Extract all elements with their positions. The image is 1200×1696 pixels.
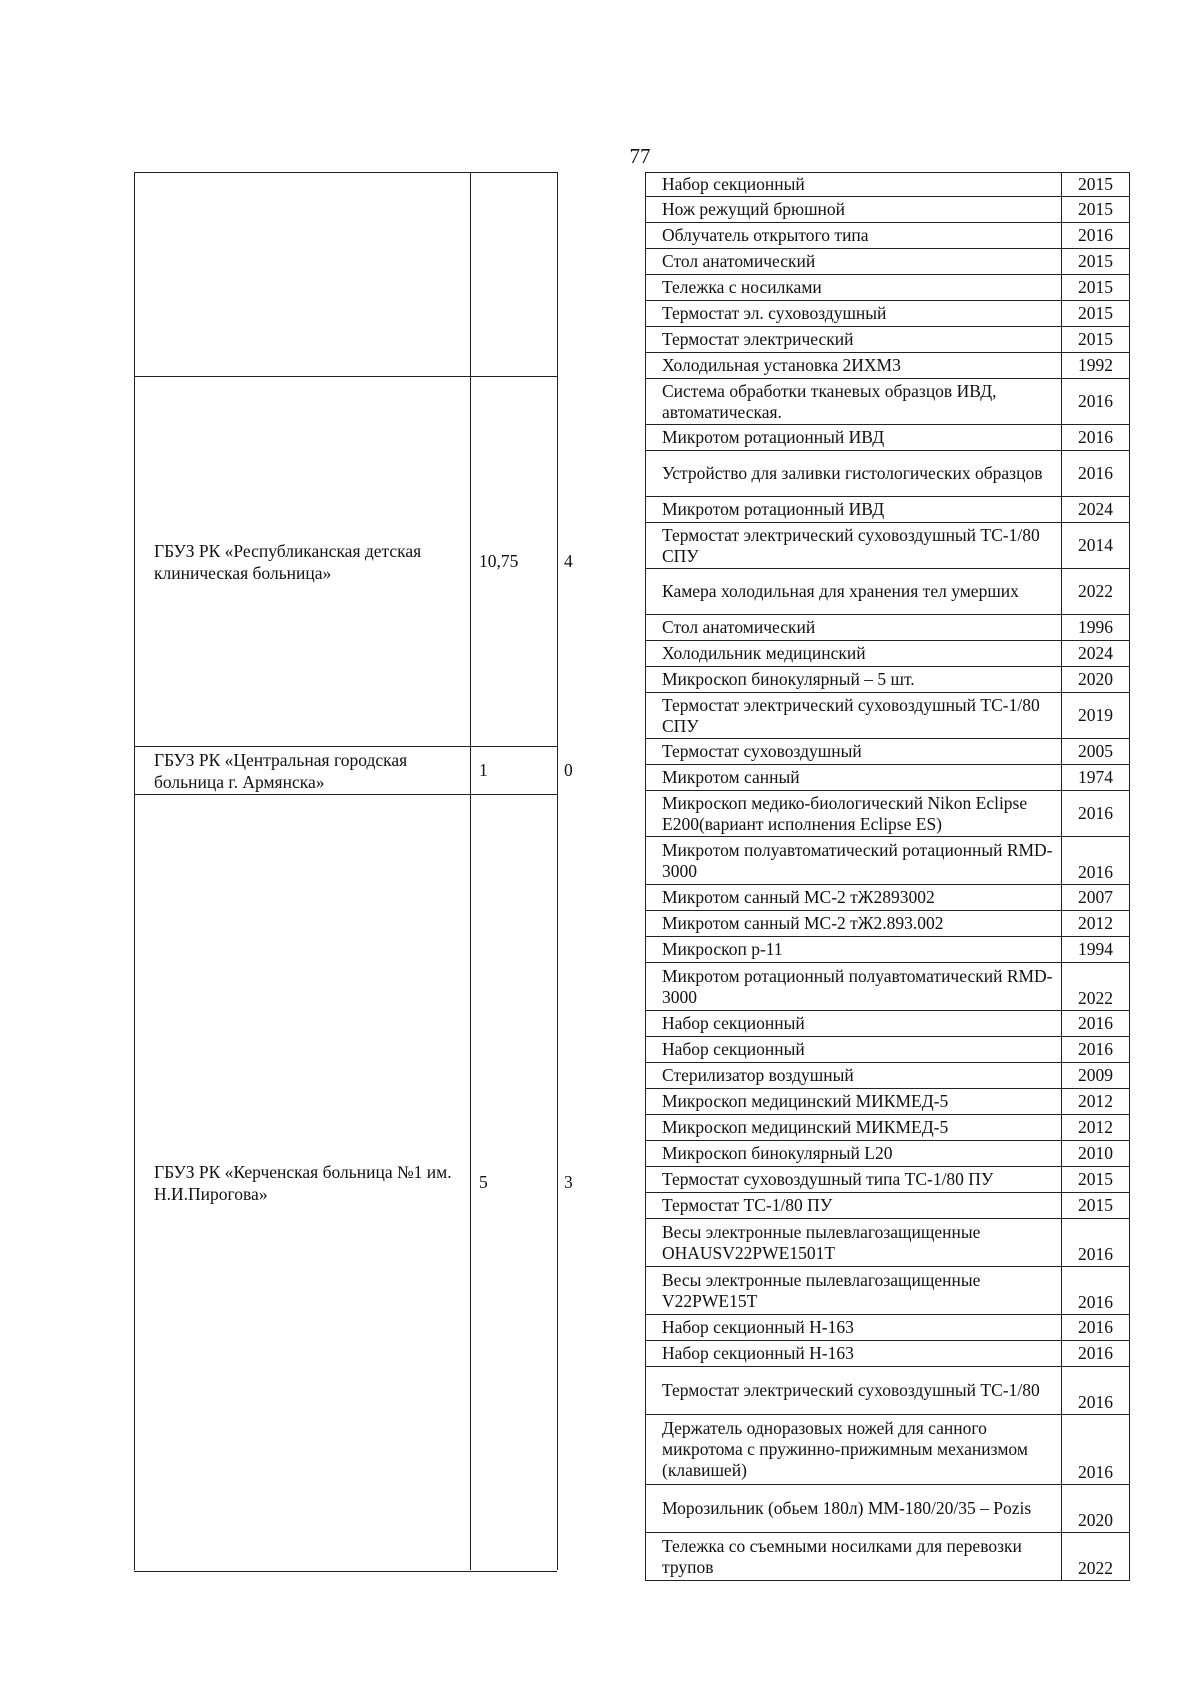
equipment-year: 2020 <box>1062 1485 1130 1533</box>
equipment-name: Весы электронные пылевлагозащищенные V22PWE15T <box>646 1267 1062 1315</box>
equipment-name: Набор секционный <box>646 1011 1062 1037</box>
equipment-year: 2016 <box>1062 1267 1130 1315</box>
equipment-table <box>645 172 1130 1581</box>
equipment-name: Устройство для заливки гистологических образцов <box>646 451 1062 497</box>
table-row <box>646 1011 1130 1037</box>
table-row <box>646 301 1130 327</box>
hospital-block-continued <box>134 172 557 377</box>
equipment-name: Микроскоп бинокулярный L20 <box>646 1141 1062 1167</box>
table-row <box>646 765 1130 791</box>
equipment-year: 2016 <box>1062 1011 1130 1037</box>
equipment-name: Тележка с носилками <box>646 275 1062 301</box>
equipment-year: 2016 <box>1062 223 1130 249</box>
table-row <box>646 1367 1130 1415</box>
table-row <box>646 327 1130 353</box>
equipment-year: 2016 <box>1062 451 1130 497</box>
table-row <box>646 615 1130 641</box>
hospital-block-kerch <box>134 794 573 1572</box>
hospital-block-rdkb <box>134 376 573 747</box>
hospital-count-1: 10,75 <box>479 551 519 571</box>
equipment-name: Микротом ротационный ИВД <box>646 497 1062 523</box>
equipment-year: 2016 <box>1062 379 1130 425</box>
hospital-count-2: 3 <box>564 1172 573 1192</box>
table-row <box>646 1193 1130 1219</box>
table-row <box>646 223 1130 249</box>
hospital-block-armyansk <box>134 746 573 795</box>
hospital-count-2: 0 <box>564 760 573 780</box>
hospital-count-1: 5 <box>479 1172 488 1192</box>
equipment-name: Термостат электрический суховоздушный ТС-1/80 <box>646 1367 1062 1415</box>
table-row <box>646 425 1130 451</box>
equipment-name: Камера холодильная для хранения тел умерших <box>646 569 1062 615</box>
hospital-name: ГБУЗ РК «Республиканская детская клиническая больница» <box>154 541 422 583</box>
equipment-name: Холодильник медицинский <box>646 641 1062 667</box>
table-row <box>646 693 1130 739</box>
equipment-name: Термостат эл. суховоздушный <box>646 301 1062 327</box>
table-row <box>646 353 1130 379</box>
equipment-name: Набор секционный Н-163 <box>646 1341 1062 1367</box>
table-row <box>646 1037 1130 1063</box>
hospital-count-1: 1 <box>479 760 488 780</box>
table-row <box>646 1063 1130 1089</box>
hospital-name: ГБУЗ РК «Центральная городская больница г. Армянска» <box>154 750 408 792</box>
equipment-name: Нож режущий брюшной <box>646 197 1062 223</box>
equipment-name: Система обработки тканевых образцов ИВД, автоматическая. <box>646 379 1062 425</box>
equipment-year: 2016 <box>1062 1219 1130 1267</box>
equipment-year: 1996 <box>1062 615 1130 641</box>
equipment-year: 2022 <box>1062 1533 1130 1581</box>
table-row <box>646 1533 1130 1581</box>
table-row <box>646 1341 1130 1367</box>
equipment-year: 2012 <box>1062 1115 1130 1141</box>
table-row <box>646 249 1130 275</box>
equipment-year: 2009 <box>1062 1063 1130 1089</box>
equipment-name: Микротом полуавтоматический ротационный RMD-3000 <box>646 837 1062 885</box>
table-row <box>646 641 1130 667</box>
equipment-year: 2014 <box>1062 523 1130 569</box>
equipment-name: Микротом санный МС-2 тЖ2893002 <box>646 885 1062 911</box>
equipment-year: 2016 <box>1062 425 1130 451</box>
table-row <box>646 1115 1130 1141</box>
equipment-year: 2020 <box>1062 667 1130 693</box>
table-row <box>646 379 1130 425</box>
equipment-name: Облучатель открытого типа <box>646 223 1062 249</box>
table-row <box>646 885 1130 911</box>
table-row <box>646 837 1130 885</box>
table-row <box>646 569 1130 615</box>
table-row <box>646 173 1130 197</box>
equipment-name: Микроскоп медицинский МИКМЕД-5 <box>646 1115 1062 1141</box>
table-row <box>646 739 1130 765</box>
equipment-name: Набор секционный Н-163 <box>646 1315 1062 1341</box>
equipment-name: Набор секционный <box>646 173 1062 197</box>
equipment-year: 2022 <box>1062 569 1130 615</box>
equipment-year: 2015 <box>1062 275 1130 301</box>
equipment-year: 2012 <box>1062 1089 1130 1115</box>
equipment-year: 1994 <box>1062 937 1130 963</box>
equipment-name: Микротом санный <box>646 765 1062 791</box>
equipment-year: 2010 <box>1062 1141 1130 1167</box>
equipment-year: 2016 <box>1062 837 1130 885</box>
equipment-year: 2016 <box>1062 1315 1130 1341</box>
table-row <box>646 1485 1130 1533</box>
table-row <box>646 667 1130 693</box>
table-row <box>646 1219 1130 1267</box>
table-row <box>646 275 1130 301</box>
table-row <box>646 523 1130 569</box>
equipment-year: 2015 <box>1062 249 1130 275</box>
table-row <box>646 1141 1130 1167</box>
page-number: 77 <box>629 144 651 168</box>
hospital-count-2: 4 <box>564 551 573 571</box>
table-row <box>646 451 1130 497</box>
equipment-name: Микроскоп р-11 <box>646 937 1062 963</box>
equipment-name: Стол анатомический <box>646 249 1062 275</box>
hospital-name: ГБУЗ РК «Керченская больница №1 им. Н.И.Пирогова» <box>154 1162 452 1204</box>
equipment-name: Микротом санный МС-2 тЖ2.893.002 <box>646 911 1062 937</box>
equipment-name: Стол анатомический <box>646 615 1062 641</box>
equipment-year: 2005 <box>1062 739 1130 765</box>
equipment-name: Микроскоп медико-биологический Nikon Eclipse E200(вариант исполнения Eclipse ES) <box>646 791 1062 837</box>
table-row <box>646 497 1130 523</box>
equipment-year: 2019 <box>1062 693 1130 739</box>
equipment-name: Микротом ротационный полуавтоматический RMD-3000 <box>646 963 1062 1011</box>
equipment-year: 2015 <box>1062 301 1130 327</box>
table-row <box>646 1089 1130 1115</box>
table-row <box>646 197 1130 223</box>
equipment-name: Держатель одноразовых ножей для санного микротома с пружинно-прижимным механизмом (клавишей) <box>646 1415 1062 1485</box>
equipment-name: Термостат электрический суховоздушный ТС-1/80 СПУ <box>646 693 1062 739</box>
equipment-year: 2015 <box>1062 173 1130 197</box>
equipment-name: Набор секционный <box>646 1037 1062 1063</box>
equipment-year: 2024 <box>1062 641 1130 667</box>
equipment-name: Микроскоп медицинский МИКМЕД-5 <box>646 1089 1062 1115</box>
equipment-name: Микротом ротационный ИВД <box>646 425 1062 451</box>
equipment-name: Термостат электрический <box>646 327 1062 353</box>
equipment-year: 2016 <box>1062 1037 1130 1063</box>
equipment-name: Микроскоп бинокулярный – 5 шт. <box>646 667 1062 693</box>
equipment-name: Тележка со съемными носилками для перевозки трупов <box>646 1533 1062 1581</box>
equipment-year: 2016 <box>1062 1367 1130 1415</box>
equipment-name: Термостат ТС-1/80 ПУ <box>646 1193 1062 1219</box>
table-row <box>646 963 1130 1011</box>
equipment-name: Термостат электрический суховоздушный ТС-1/80 СПУ <box>646 523 1062 569</box>
table-row <box>646 1267 1130 1315</box>
table-row <box>646 911 1130 937</box>
equipment-year: 2024 <box>1062 497 1130 523</box>
equipment-year: 2016 <box>1062 1341 1130 1367</box>
equipment-name: Весы электронные пылевлагозащищенные OHAUSV22PWE1501T <box>646 1219 1062 1267</box>
column-divider-2 <box>557 172 558 1570</box>
equipment-name: Холодильная установка 2ИХМ3 <box>646 353 1062 379</box>
equipment-year: 2015 <box>1062 197 1130 223</box>
equipment-year: 2022 <box>1062 963 1130 1011</box>
equipment-year: 2012 <box>1062 911 1130 937</box>
table-row <box>646 937 1130 963</box>
equipment-year: 2016 <box>1062 1415 1130 1485</box>
equipment-name: Термостат суховоздушный типа ТС-1/80 ПУ <box>646 1167 1062 1193</box>
equipment-year: 2016 <box>1062 791 1130 837</box>
equipment-year: 1974 <box>1062 765 1130 791</box>
equipment-name: Морозильник (обьем 180л) ММ-180/20/35 – Pozis <box>646 1485 1062 1533</box>
equipment-year: 2015 <box>1062 1167 1130 1193</box>
equipment-year: 1992 <box>1062 353 1130 379</box>
table-row <box>646 791 1130 837</box>
equipment-year: 2007 <box>1062 885 1130 911</box>
equipment-year: 2015 <box>1062 327 1130 353</box>
table-row <box>646 1315 1130 1341</box>
equipment-name: Термостат суховоздушный <box>646 739 1062 765</box>
table-row <box>646 1167 1130 1193</box>
table-row <box>646 1415 1130 1485</box>
equipment-year: 2015 <box>1062 1193 1130 1219</box>
equipment-name: Стерилизатор воздушный <box>646 1063 1062 1089</box>
